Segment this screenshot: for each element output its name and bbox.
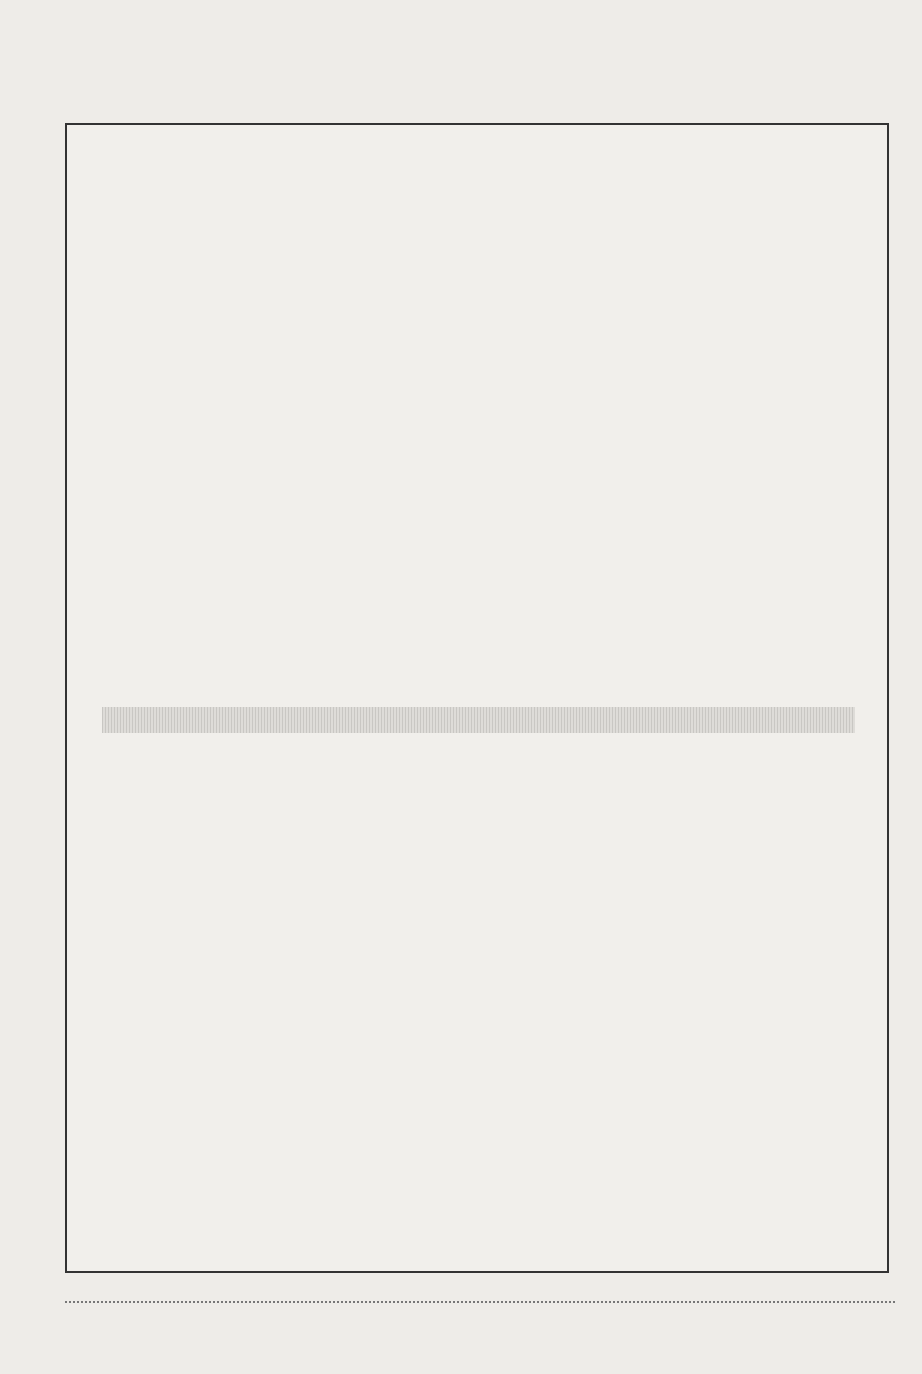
summary-frame <box>65 123 889 1273</box>
section-header-bar <box>102 707 855 733</box>
footer-dotted-rule <box>65 1301 895 1303</box>
